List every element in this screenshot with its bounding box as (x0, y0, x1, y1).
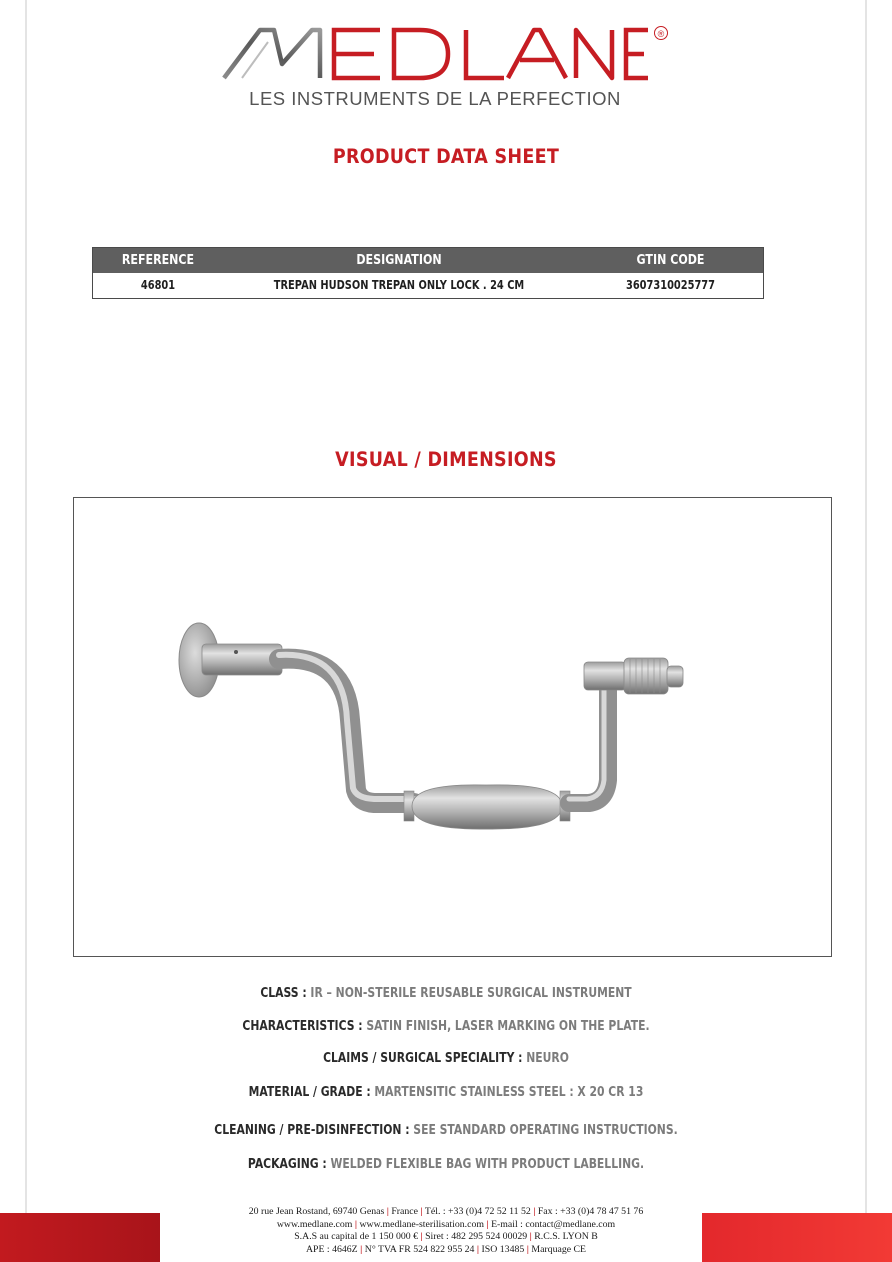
spec-label: MATERIAL / GRADE : (248, 1084, 371, 1100)
medlane-wordmark-logo (220, 24, 650, 84)
cell-designation: TREPAN HUDSON TREPAN ONLY LOCK . 24 CM (273, 278, 525, 292)
footer-siret: Siret : 482 295 524 00029 (425, 1231, 528, 1242)
footer-rcs: R.C.S. LYON B (534, 1231, 598, 1242)
hudson-brace-image (74, 498, 831, 956)
footer-email-link[interactable]: E-mail : contact@medlane.com (491, 1218, 616, 1230)
cell-reference: 46801 (140, 278, 176, 292)
header-designation: DESIGNATION (356, 252, 442, 268)
footer-address: 20 rue Jean Rostand, 69740 Genas (248, 1206, 385, 1217)
footer-capital: S.A.S au capital de 1 150 000 € (294, 1231, 419, 1242)
footer-separator: | (420, 1231, 423, 1242)
footer-separator: | (420, 1206, 423, 1217)
spec-label: CLASS : (260, 985, 307, 1001)
footer-line-address (0, 1206, 892, 1219)
spec-characteristics (89, 1018, 803, 1034)
footer-line-legal (0, 1244, 892, 1257)
right-margin-line (865, 0, 867, 1215)
spec-label: CLEANING / PRE-DISINFECTION : (214, 1122, 410, 1138)
footer-ape: APE : 4646Z (305, 1243, 358, 1255)
spec-class (89, 985, 803, 1001)
spec-label: CHARACTERISTICS : (242, 1018, 363, 1034)
footer-fax: Fax : +33 (0)4 78 47 51 76 (537, 1206, 644, 1217)
brand-tagline: LES INSTRUMENTS DE LA PERFECTION (249, 88, 621, 109)
footer-country: France (391, 1206, 418, 1217)
product-visual-frame (73, 497, 832, 957)
brand-logo (220, 24, 680, 114)
footer-separator: | (476, 1243, 480, 1255)
visual-dimensions-title: VISUAL / DIMENSIONS (335, 448, 557, 471)
spec-value: SEE STANDARD OPERATING INSTRUCTIONS. (409, 1122, 678, 1138)
footer-separator: | (486, 1218, 489, 1230)
spec-label: PACKAGING : (247, 1156, 327, 1172)
header-reference: REFERENCE (121, 252, 195, 268)
footer-ce-marking: Marquage CE (531, 1243, 587, 1255)
footer-iso: ISO 13485 (481, 1243, 525, 1255)
footer-sterilisation-link[interactable]: www.medlane-sterilisation.com (359, 1218, 484, 1230)
header-gtin-code: GTIN CODE (636, 252, 705, 268)
spec-value: IR – NON-STERILE REUSABLE SURGICAL INSTRUMENT (306, 985, 632, 1001)
left-margin-line (25, 0, 27, 1215)
table-row (93, 273, 763, 298)
spec-material (89, 1084, 803, 1100)
footer-separator: | (354, 1218, 358, 1230)
footer-website-link[interactable]: www.medlane.com (276, 1218, 353, 1230)
registered-mark: ® (654, 26, 668, 40)
cell-gtin-code: 3607310025777 (625, 278, 715, 292)
footer-line-company (0, 1231, 892, 1244)
spec-value: MARTENSITIC STAINLESS STEEL : X 20 CR 13 (370, 1084, 644, 1100)
footer-separator: | (526, 1243, 529, 1255)
spec-speciality (89, 1050, 803, 1066)
table-header-row (93, 248, 763, 273)
footer-phone: Tél. : +33 (0)4 72 52 11 52 (424, 1206, 531, 1217)
reference-table (92, 247, 764, 299)
footer-separator: | (529, 1231, 532, 1242)
footer-vat: N° TVA FR 524 822 955 24 (364, 1243, 475, 1255)
spec-value: WELDED FLEXIBLE BAG WITH PRODUCT LABELLING. (326, 1156, 645, 1172)
footer-separator: | (533, 1206, 536, 1217)
footer-separator: | (360, 1243, 363, 1255)
footer-separator: | (386, 1206, 389, 1217)
product-data-sheet-title: PRODUCT DATA SHEET (332, 145, 560, 168)
footer-contact (0, 1206, 892, 1256)
spec-label: CLAIMS / SURGICAL SPECIALITY : (323, 1050, 523, 1066)
spec-cleaning (89, 1122, 803, 1138)
spec-value: SATIN FINISH, LASER MARKING ON THE PLATE. (362, 1018, 650, 1034)
spec-value: NEURO (522, 1050, 569, 1066)
spec-packaging (89, 1156, 803, 1172)
footer-line-web (0, 1219, 892, 1232)
